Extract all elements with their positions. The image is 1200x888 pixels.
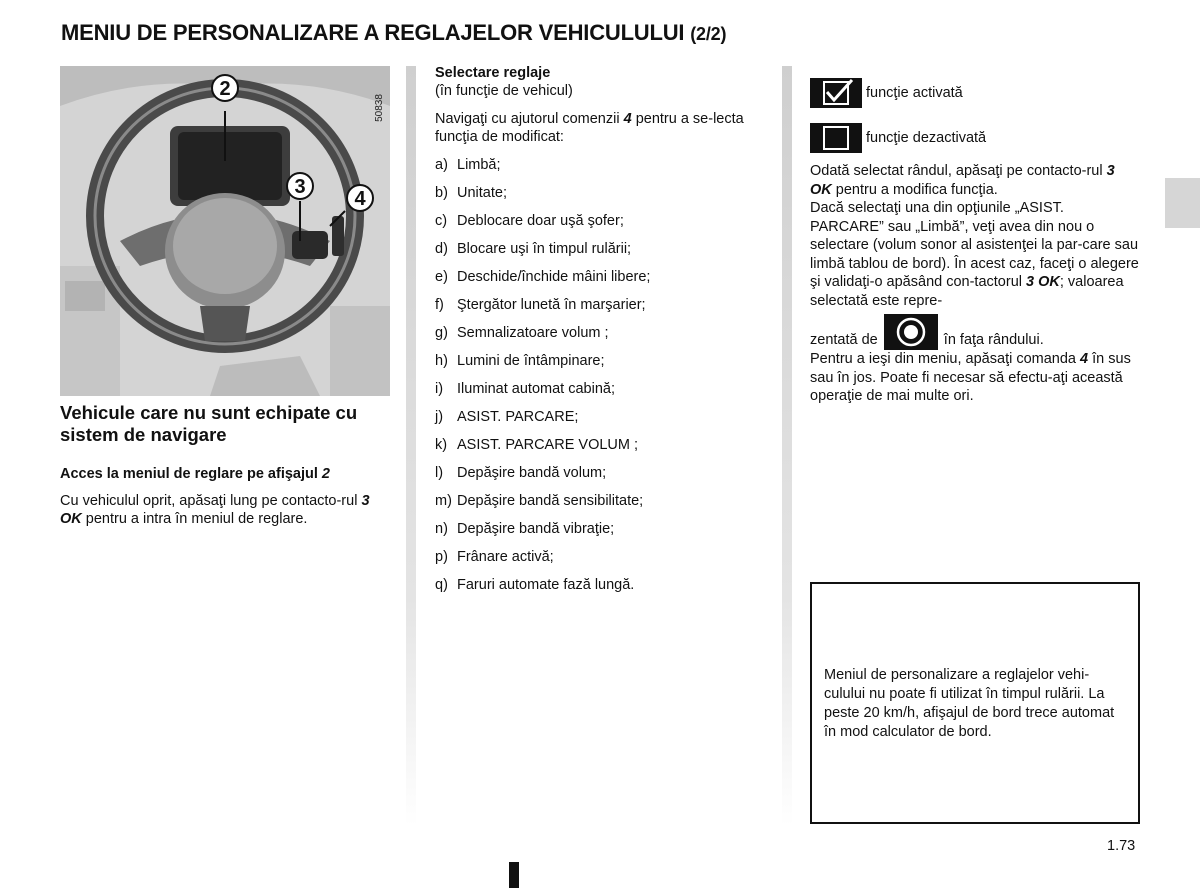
item-key: g) — [435, 325, 448, 341]
p3-ref: 4 — [1080, 351, 1089, 367]
subheading-ref: 2 — [321, 466, 330, 482]
item-key: i) — [435, 381, 444, 397]
p2-text-end: în faţa rândului. — [939, 332, 1044, 348]
p3-text-end: în sus sau în jos. Poate fi necesar să efectu-aţi această operaţie de mai multe ori. — [810, 351, 1131, 404]
exit-paragraph — [810, 350, 1140, 406]
callout-3: 3 — [294, 176, 306, 198]
callout-2: 2 — [219, 78, 231, 100]
left-column — [60, 402, 395, 528]
para-text: Cu vehiculul oprit, apăsaţi lung pe contacto-rul — [60, 493, 362, 509]
page-number: 1.73 — [1107, 838, 1136, 854]
item-text: Deblocare doar uşă şofer; — [457, 213, 624, 229]
legend-deactivated — [810, 123, 1140, 153]
item-key: k) — [435, 437, 448, 453]
legend-activated-text: funcţie activată — [866, 84, 963, 101]
column-divider — [782, 66, 792, 826]
item-text: Frânare activă; — [457, 549, 554, 565]
list-item — [435, 184, 770, 212]
item-text: Limbă; — [457, 157, 501, 173]
item-key: c) — [435, 213, 448, 229]
item-key: p) — [435, 549, 448, 565]
item-key: d) — [435, 241, 448, 257]
item-key: l) — [435, 465, 444, 481]
section-heading: Vehicule care nu sunt echipate cu sistem de navigare — [60, 402, 358, 445]
item-text: Blocare uşi în timpul rulării; — [457, 241, 632, 257]
item-key: f) — [435, 297, 444, 313]
col2-intro — [435, 110, 770, 146]
legend-activated — [810, 78, 1140, 108]
radio-selected-icon — [884, 314, 938, 350]
item-text: Lumini de întâmpinare; — [457, 353, 605, 369]
subheading — [60, 466, 395, 482]
item-key: e) — [435, 269, 448, 285]
item-text: Semnalizatoare volum ; — [457, 325, 609, 341]
item-text: Depăşire bandă sensibilitate; — [457, 493, 644, 509]
settings-list — [435, 156, 770, 604]
list-item — [435, 464, 770, 492]
page-title — [61, 20, 726, 46]
list-item — [435, 324, 770, 352]
item-text: ASIST. PARCARE VOLUM ; — [457, 437, 639, 453]
p2-text-2: ; valoarea selectată este repre- — [810, 274, 1124, 309]
list-item — [435, 212, 770, 240]
list-item — [435, 548, 770, 576]
item-text: Depăşire bandă volum; — [457, 465, 607, 481]
p2-bold: 3 OK — [1026, 274, 1060, 290]
item-key: m) — [435, 493, 452, 509]
list-item — [435, 156, 770, 184]
access-paragraph — [60, 492, 395, 528]
para-bold: 3 OK — [60, 493, 370, 527]
p1-text: Odată selectat rândul, apăsaţi pe contacto-rul — [810, 163, 1107, 179]
subheading-text: Acces la meniul de reglare pe afişajul — [60, 466, 322, 482]
select-paragraph — [810, 162, 1140, 199]
intro-text-end: pentru a se-lecta funcţia de modificat: — [435, 111, 744, 145]
p2-text-3: zentată de — [810, 332, 878, 348]
p1-bold: 3 OK — [810, 163, 1115, 198]
item-key: b) — [435, 185, 448, 201]
list-item — [435, 268, 770, 296]
item-text: Ştergător lunetă în marşarier; — [457, 297, 646, 313]
print-mark — [509, 862, 519, 888]
p2-text: Dacă selectaţi una din opţiunile „ASIST. PARCARE” sau „Limbă”, veţi avea din nou o selectare (volum sonor al asistenţei la par-care sau limbă tablou de bord). În acest caz, faceţi o alegere şi validaţi-o apăsând con-tactorul — [810, 200, 1139, 290]
item-key: q) — [435, 577, 448, 593]
checkbox-empty-icon — [810, 123, 862, 153]
item-key: h) — [435, 353, 448, 369]
col2-heading: Selectare reglaje — [435, 65, 551, 81]
para-text-end: pentru a intra în meniul de reglare. — [81, 511, 308, 527]
intro-text: Navigaţi cu ajutorul comenzii — [435, 111, 624, 127]
list-item — [435, 296, 770, 324]
title-part: (2/2) — [690, 24, 727, 44]
p3-text: Pentru a ieşi din meniu, apăsaţi comanda — [810, 351, 1081, 367]
item-key: n) — [435, 521, 448, 537]
checkbox-checked-icon — [810, 78, 862, 108]
item-text: ASIST. PARCARE; — [457, 409, 579, 425]
title-main: MENIU DE PERSONALIZARE A REGLAJELOR VEHICULULUI — [61, 20, 691, 45]
list-item — [435, 352, 770, 380]
right-column — [810, 78, 1140, 406]
col2-heading-note: (în funcţie de vehicul) — [435, 83, 573, 99]
figure-ref-code: 50838 — [374, 94, 385, 122]
legend-deactivated-text: funcţie dezactivată — [866, 129, 987, 146]
list-item — [435, 436, 770, 464]
list-item — [435, 380, 770, 408]
middle-column — [435, 64, 770, 604]
item-key: a) — [435, 157, 448, 173]
list-item — [435, 520, 770, 548]
column-divider — [406, 66, 416, 826]
item-key: j) — [435, 409, 444, 425]
list-item — [435, 240, 770, 268]
item-text: Unitate; — [457, 185, 507, 201]
list-item — [435, 576, 770, 604]
options-paragraph — [810, 199, 1140, 350]
item-text: Deschide/închide mâini libere; — [457, 269, 651, 285]
steering-wheel-illustration — [60, 66, 390, 396]
intro-ref: 4 — [623, 111, 632, 127]
list-item — [435, 492, 770, 520]
item-text: Depăşire bandă vibraţie; — [457, 521, 615, 537]
item-text: Faruri automate fază lungă. — [457, 577, 635, 593]
chapter-tab — [1165, 178, 1200, 228]
item-text: Iluminat automat cabină; — [457, 381, 615, 397]
note-text: Meniul de personalizare a reglajelor vehi-culului nu poate fi utilizat în timpul rulării. La peste 20 km/h, afişajul de bord trece automat în mod calculator de bord. — [824, 667, 1115, 740]
callout-4: 4 — [354, 188, 366, 210]
list-item — [435, 408, 770, 436]
note-box — [810, 582, 1140, 824]
p1-text-end: pentru a modifica funcţia. — [831, 181, 998, 198]
represented-line — [810, 314, 1140, 350]
